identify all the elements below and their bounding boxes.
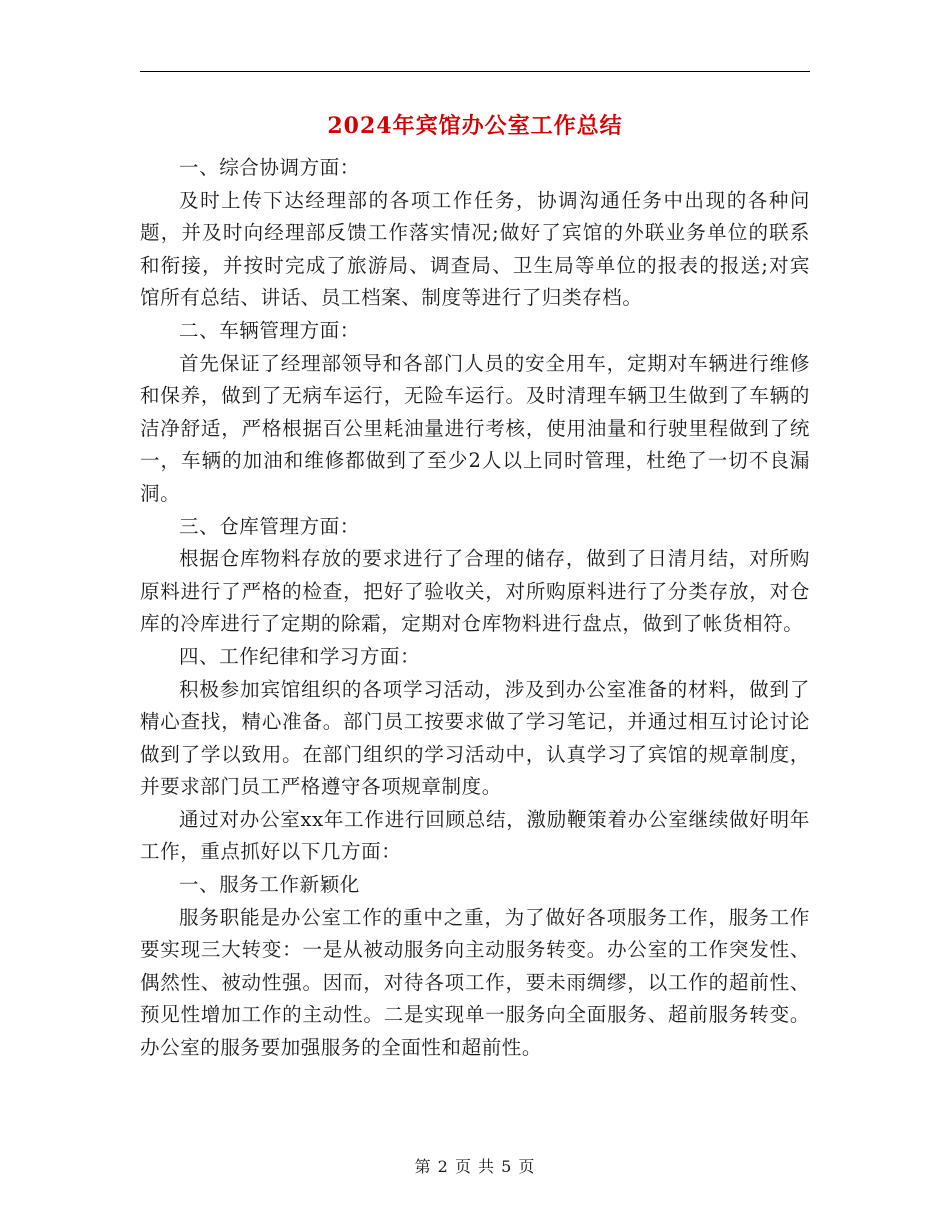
section-heading-discipline: 四、工作纪律和学习方面：	[179, 644, 421, 668]
document-body	[140, 152, 810, 1065]
paragraph-discipline: 积极参加宾馆组织的各项学习活动，涉及到办公室准备的材料，做到了精心查找，精心准备。部门员工按要求做了学习笔记，并通过相互讨论讨论做到了学以致用。在部门组织的学习活动中，认真学习了宾馆的规章制度，并要求部门员工严格遵守各项规章制度。	[140, 677, 810, 799]
paragraph-warehouse: 根据仓库物料存放的要求进行了合理的储存，做到了日清月结，对所购原料进行了严格的检查，把好了验收关，对所购原料进行了分类存放，对仓库的冷库进行了定期的除霜，定期对仓库物料进行盘点，做到了帐货相符。	[140, 547, 810, 636]
section-heading-coordination: 一、综合协调方面：	[179, 156, 360, 179]
section-heading-warehouse: 三、仓库管理方面：	[179, 514, 360, 538]
document-title: 2024年宾馆办公室工作总结	[327, 113, 623, 139]
paragraph-vehicles: 首先保证了经理部领导和各部门人员的安全用车，定期对车辆进行维修和保养，做到了无病车运行，无险车运行。及时清理车辆卫生做到了车辆的洁净舒适，严格根据百公里耗油量进行考核，使用油量和行驶里程做到了统一，车辆的加油和维修都做到了至少2人以上同时管理，杜绝了一切不良漏洞。	[140, 351, 810, 505]
header-rule	[140, 71, 810, 72]
paragraph-review: 通过对办公室xx年工作进行回顾总结，激励鞭策着办公室继续做好明年工作，重点抓好以下几方面：	[140, 807, 810, 864]
page-number: 第 2 页 共 5 页	[414, 1157, 536, 1176]
paragraph-coordination: 及时上传下达经理部的各项工作任务，协调沟通任务中出现的各种问题，并及时向经理部反馈工作落实情况;做好了宾馆的外联业务单位的联系和衔接，并按时完成了旅游局、调查局、卫生局等单位的报表的报送;对宾馆所有总结、讲话、员工档案、制度等进行了归类存档。	[140, 188, 810, 310]
section-heading-vehicles: 二、车辆管理方面：	[179, 318, 360, 342]
paragraph-service: 服务职能是办公室工作的重中之重，为了做好各项服务工作，服务工作要实现三大转变：一是从被动服务向主动服务转变。办公室的工作突发性、偶然性、被动性强。因而，对待各项工作，要未雨绸缪，以工作的超前性、预见性增加工作的主动性。二是实现单一服务向全面服务、超前服务转变。办公室的服务要加强服务的全面性和超前性。	[140, 905, 810, 1060]
section-heading-service: 一、服务工作新颖化	[179, 873, 360, 897]
